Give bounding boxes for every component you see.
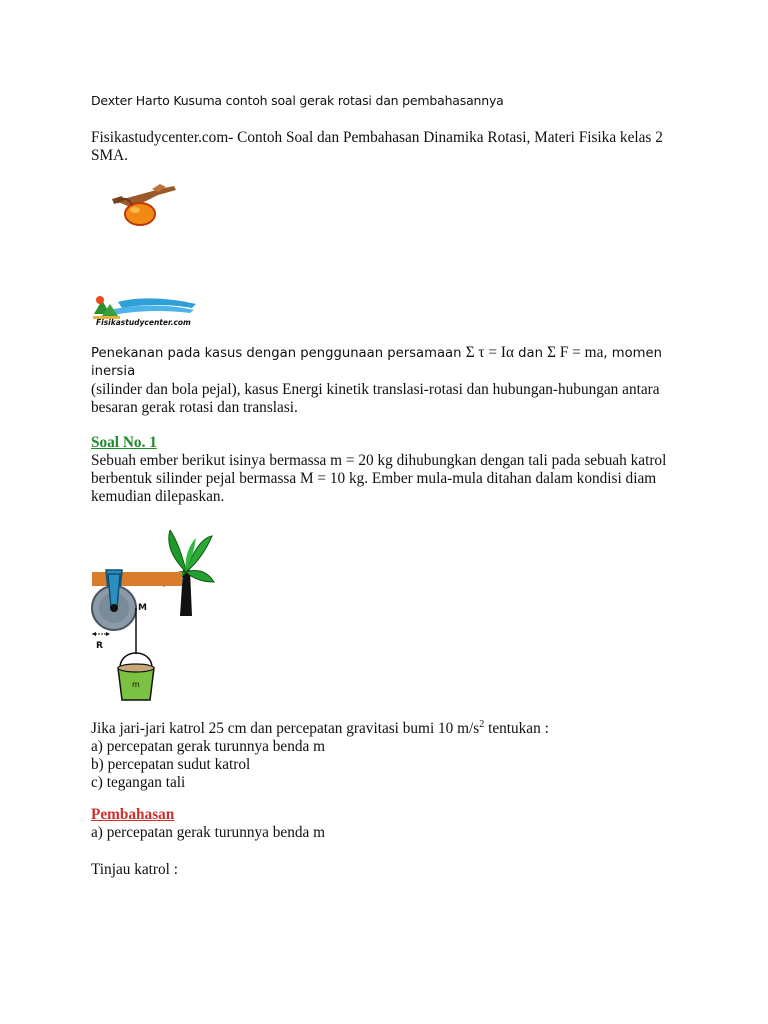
pembahasan-item-a: a) percepatan gerak turunnya benda m — [91, 824, 326, 841]
question-text: Jika jari-jari katrol 25 cm dan percepatan gravitasi bumi 10 m/s — [91, 720, 480, 738]
site-logo-text: Fisikastudycenter.com — [96, 318, 191, 327]
question-line-1 — [91, 716, 681, 738]
pulley-diagram — [88, 530, 218, 702]
emphasis-line-3: besaran gerak rotasi dan translasi. — [91, 399, 298, 416]
question-item-c: c) tegangan tali — [91, 774, 186, 792]
emphasis-paragraph — [91, 344, 681, 417]
fruit-branch-illustration — [108, 183, 178, 227]
intro-paragraph — [91, 129, 681, 165]
intro-line-2: SMA. — [91, 147, 128, 164]
soal-paragraph — [91, 452, 681, 506]
emphasis-text: dan — [513, 346, 548, 361]
soal-line-1: Sebuah ember berikut isinya bermassa m = 20 kg dihubungkan dengan tali pada sebuah katrol — [91, 452, 667, 469]
torque-equation: Σ τ = Iα — [465, 344, 514, 361]
emphasis-text: , momen inersia — [91, 346, 662, 379]
pembahasan-heading: Pembahasan — [91, 806, 175, 823]
label-mass-m: m — [132, 680, 140, 689]
label-mass-M: M — [138, 603, 147, 613]
label-radius-R: R — [96, 641, 103, 651]
question-item-a: a) percepatan gerak turunnya benda m — [91, 738, 326, 756]
superscript: 2 — [479, 719, 485, 730]
pembahasan-tinjau: Tinjau katrol : — [91, 861, 178, 878]
emphasis-text: Penekanan pada kasus dengan penggunaan persamaan — [91, 346, 466, 361]
soal-line-2: berbentuk silinder pejal bermassa M = 10 kg. Ember mula-mula ditahan dalam kondisi diam — [91, 470, 657, 487]
page-title: Dexter Harto Kusuma contoh soal gerak rotasi dan pembahasannya — [91, 93, 504, 108]
force-equation: Σ F = ma — [547, 344, 604, 361]
question-item-b: b) percepatan sudut katrol — [91, 756, 251, 774]
soal-line-3: kemudian dilepaskan. — [91, 488, 225, 505]
question-paragraph — [91, 716, 681, 792]
soal-heading: Soal No. 1 — [91, 434, 157, 451]
emphasis-line-2: (silinder dan bola pejal), kasus Energi kinetik translasi-rotasi dan hubungan-hubungan antara — [91, 381, 660, 398]
question-text: tentukan : — [484, 720, 549, 738]
intro-line-1: Fisikastudycenter.com- Contoh Soal dan Pembahasan Dinamika Rotasi, Materi Fisika kelas 2 — [91, 129, 663, 146]
emphasis-line-1 — [91, 344, 681, 381]
